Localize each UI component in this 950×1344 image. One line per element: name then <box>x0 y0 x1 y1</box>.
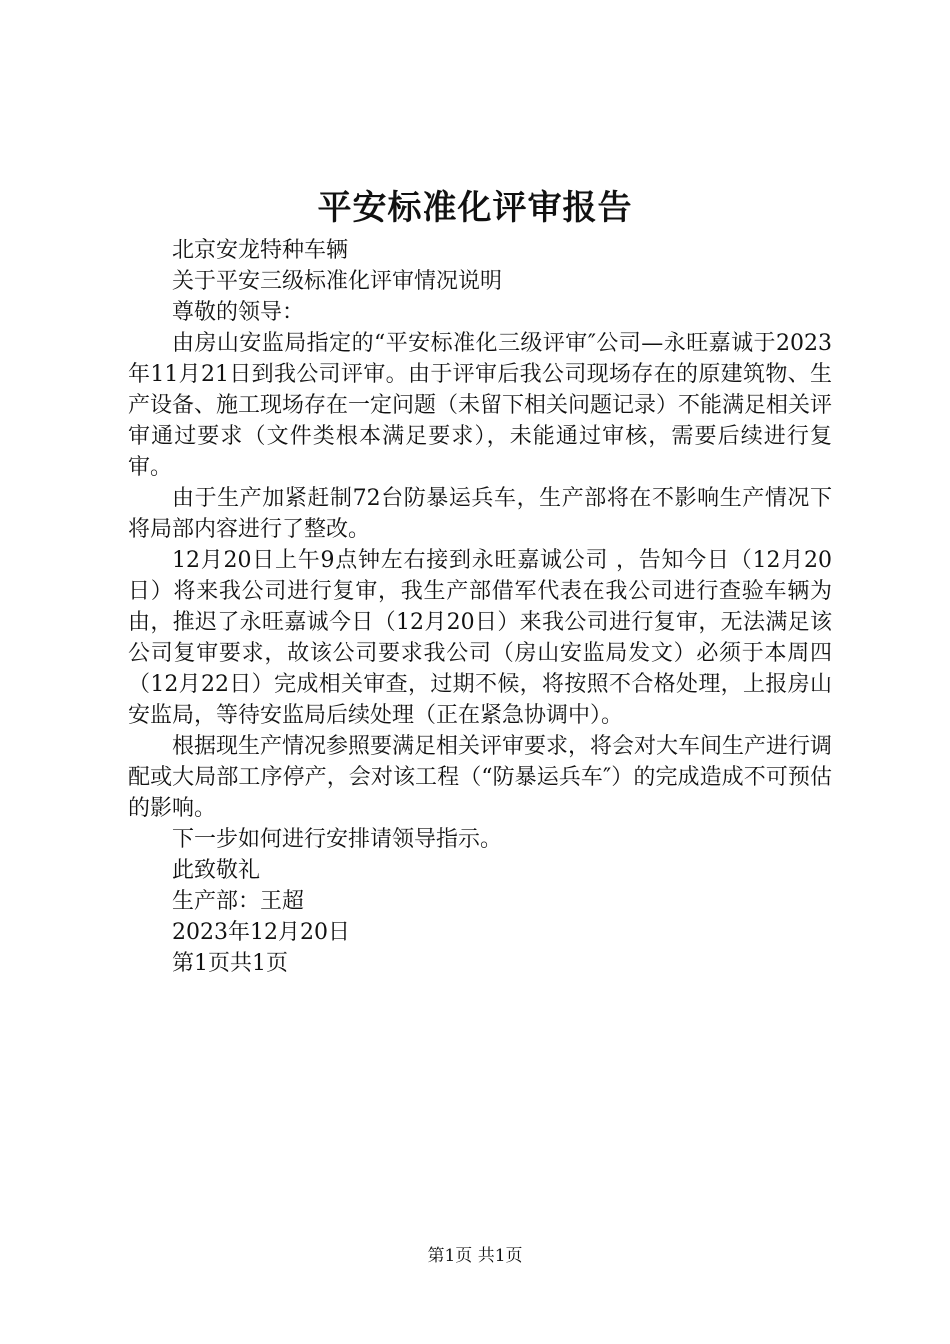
paragraph-salutation: 尊敬的领导： <box>172 300 305 325</box>
paragraph-company: 北京安龙特种车辆 <box>172 238 349 263</box>
paragraph-closing: 此致敬礼 <box>172 858 261 883</box>
document-title: 平安标准化评审报告 <box>317 188 633 228</box>
paragraph-re-review-notice: 12月20日上午9点钟左右接到永旺嘉诚公司 ，告知今日（12月20日）将来我公司进行复审，我生产部借军代表在我公司进行查验车辆为由，推迟了永旺嘉诚今日（12月20日）来我公司进行复审，无法满足该公司复审要求，故该公司要求我公司（房山安监局发文）必须于本周四（12月22日）完成相关审查，过期不候，将按照不合格处理，上报房山安监局，等待安监局后续处理（正在紧急协调中）。 <box>128 548 832 728</box>
page-footer: 第1页 共1页 <box>427 1246 523 1266</box>
document-body <box>128 235 832 979</box>
paragraph-date: 2023年12月20日 <box>172 920 350 945</box>
paragraph-request-instruction: 下一步如何进行安排请领导指示。 <box>172 827 503 852</box>
paragraph-subject: 关于平安三级标准化评审情况说明 <box>172 269 503 294</box>
paragraph-inline-page-number: 第1页共1页 <box>172 951 288 976</box>
paragraph-impact: 根据现生产情况参照要满足相关评审要求，将会对大车间生产进行调配或大局部工序停产，会对该工程（“防暴运兵车″）的完成造成不可预估的影响。 <box>128 734 833 821</box>
paragraph-production-rectification: 由于生产加紧赶制72台防暴运兵车，生产部将在不影响生产情况下将局部内容进行了整改。 <box>128 486 832 542</box>
paragraph-review-background: 由房山安监局指定的“平安标准化三级评审″公司—永旺嘉诚于2023年11月21日到我公司评审。由于评审后我公司现场存在的原建筑物、生产设备、施工现场存在一定问题（未留下相关问题记录）不能满足相关评审通过要求（文件类根本满足要求），未能通过审核，需要后续进行复审。 <box>128 331 833 480</box>
paragraph-signature: 生产部：王超 <box>172 889 305 914</box>
